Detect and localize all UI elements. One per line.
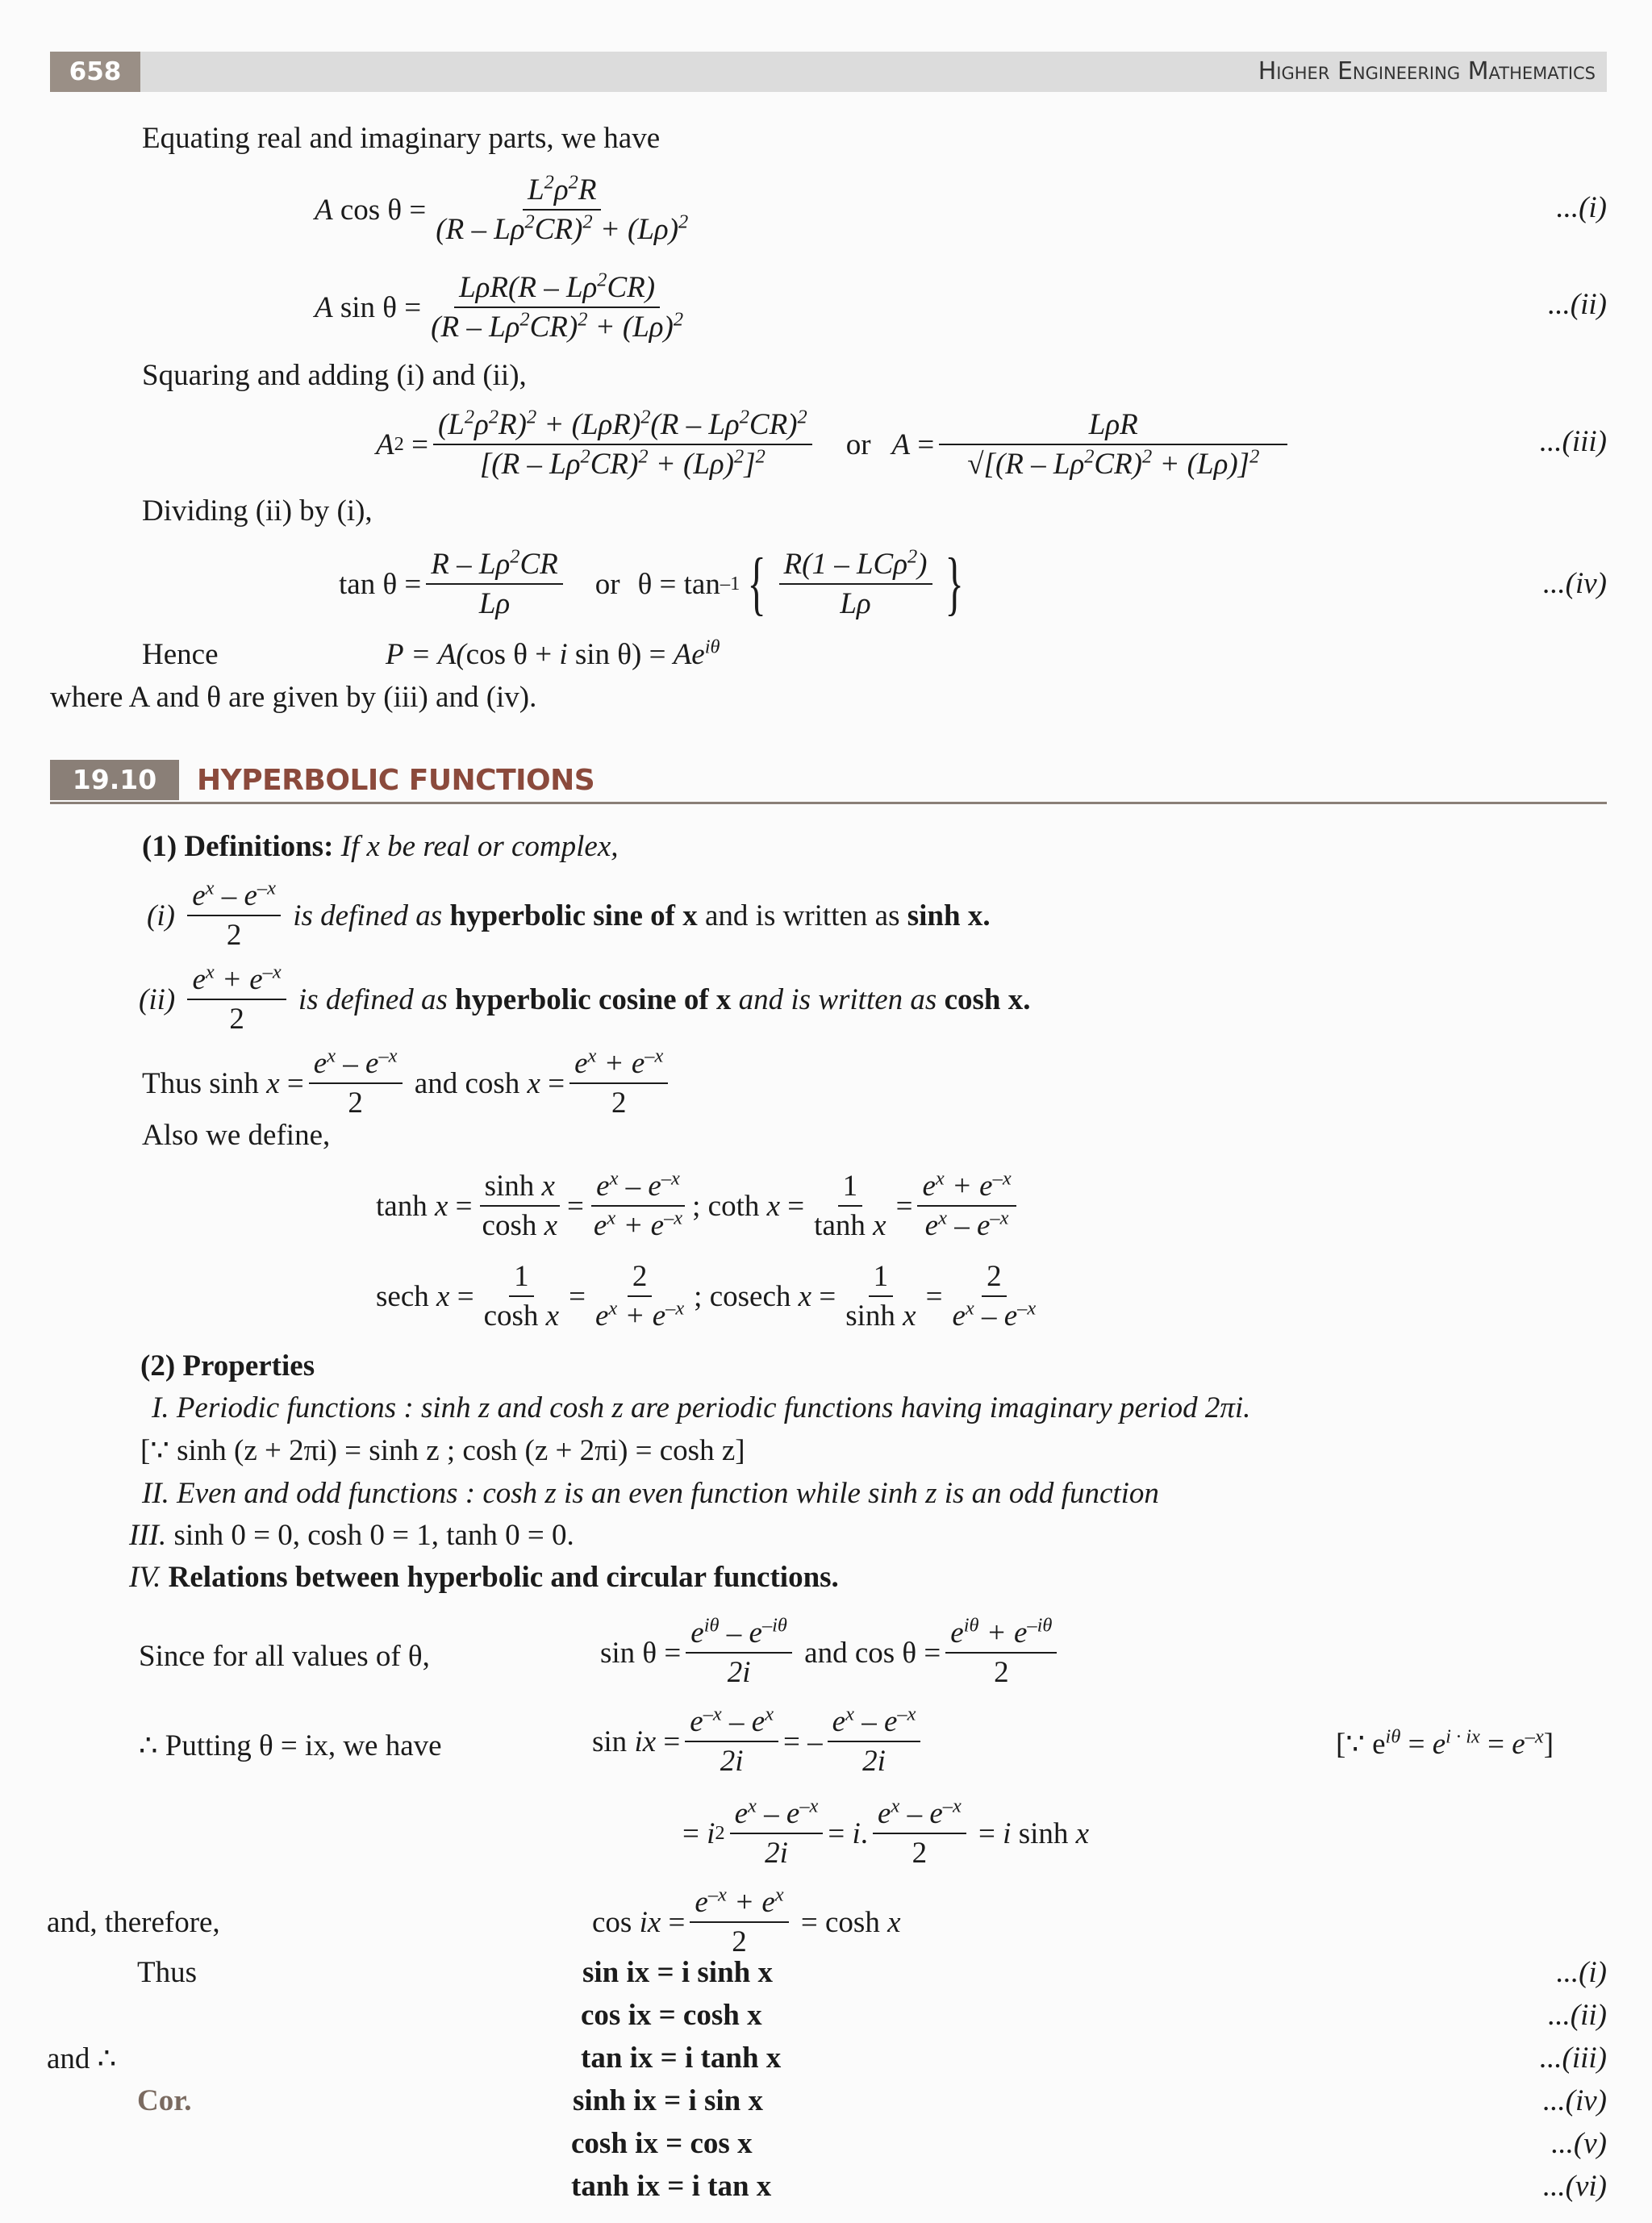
result-label-1: ...(i) [1556, 1956, 1607, 1989]
eqlabel-i: ...(i) [1556, 191, 1607, 224]
equation-sech-cosech: sech x = $\frac{1}{\text{cosh x}}$ = $\frac{2}{e^x + e^{-x}}$ ; cosech x = $\frac{1}{\text{sinh x}}$ = $\frac{2}{e^x - e^{-x}}$ [376, 1259, 1037, 1333]
equation-sin-cos-theta: sin θ = $\frac{e^{i\theta} - e^{-i\theta}}{2i}$ and cos θ = $\frac{e^{i\theta} + e^{-i\theta}}{2}$ [600, 1608, 1062, 1697]
equation-a-sin: A sin θ = $\frac{L\rho R(R - L\rho^2CR)}{(R - L\rho^2CR)^2 + (L\rho)^2}$ [315, 269, 684, 344]
equation-cos-ix: cos ix = $\frac{e^{-x} + e^x}{2}$ = cosh x [592, 1883, 901, 1958]
definitions-intro: If x be real or complex, [340, 830, 619, 863]
note-e-itheta: [∵ $e^{i\theta} = e^{i \cdot ix} = e^{-x}$] [1336, 1725, 1554, 1761]
result-label-3: ...(iii) [1539, 2042, 1607, 2075]
equation-tanh-coth: tanh x = $\frac{\text{sinh x}}{\text{cosh x}}$ = $\frac{e^x - e^{-x}}{e^x + e^{-x}}$ ; coth x = $\frac{1}{\text{tanh x}}$ = $\frac{e^x + e^{-x}}{e^x - e^{-x}}$ [376, 1162, 1021, 1250]
text-since: Since for all values of θ, [139, 1640, 430, 1673]
section-title: HYPERBOLIC FUNCTIONS [197, 764, 595, 797]
thus-sinh-cosh: Thus sinh x = $\frac{e^x - e^{-x}}{2}$ and cosh x = $\frac{e^x + e^{-x}}{2}$ [142, 1039, 673, 1128]
section-number: 19.10 [50, 760, 179, 800]
text-and-therefore: and ∴ [47, 2042, 117, 2075]
def-ii-bold: hyperbolic cosine of x [455, 982, 732, 1016]
properties-heading: (2) Properties [140, 1349, 315, 1383]
eqlabel-iv: ...(iv) [1542, 567, 1607, 600]
thus-label: Thus [142, 1066, 202, 1100]
page-number: 658 [50, 52, 140, 92]
result-5: cosh ix = cos x [571, 2127, 753, 2160]
equation-sin-ix-cont: = i 2 $\frac{e^x - e^{-x}}{2i}$ = i . $\frac{e^x - e^{-x}}{2}$ = i sinh x [682, 1795, 1090, 1870]
eqlabel-iii: ...(iii) [1539, 425, 1607, 458]
result-4: sinh ix = i sin x [573, 2084, 763, 2117]
equation-tan-theta: tan θ = $\frac{R - L\rho^2CR}{L\rho}$ or θ = tan –1 { $\frac{R(1 - LC\rho^2)}{L\rho}$ } [339, 544, 964, 623]
running-title: Higher Engineering Mathematics [1258, 57, 1596, 86]
text-hence: Hence [142, 638, 219, 671]
equation-p: P = A(cos θ + i $\sin \theta) = Ae^{i\theta}$ [386, 636, 720, 671]
definition-sinh: (i) $\frac{e^x - e^{-x}}{2}$ is defined as hyperbolic sine of x and is written as sinh x. [147, 877, 991, 952]
text-therefore: and, therefore, [47, 1906, 220, 1939]
text-putting: ∴ Putting θ = ix, we have [139, 1729, 442, 1762]
result-label-4: ...(iv) [1542, 2084, 1607, 2117]
definitions-line [142, 829, 619, 864]
property-periodic: I. Periodic functions : sinh z and cosh z are periodic functions having imaginary period 2πi. [152, 1391, 1251, 1424]
section-heading [50, 760, 1607, 804]
property-periodic-note: [∵ sinh (z + 2πi) = sinh z ; cosh (z + 2πi) = cosh z] [140, 1434, 745, 1467]
def-ii-tag: (ii) [139, 982, 176, 1016]
property-even-odd: II. Even and odd functions : cosh z is an even function while sinh z is an odd function [142, 1477, 1159, 1510]
definitions-heading: (1) Definitions: [142, 830, 334, 863]
note-prefix: [∵ e [1336, 1728, 1386, 1761]
result-3: tan ix = i tanh x [581, 2042, 782, 2075]
result-6: tanh ix = i tan x [571, 2170, 772, 2203]
p4-tag: IV. [129, 1561, 161, 1594]
equation-sin-ix: sin ix = $\frac{e^{-x} - e^x}{2i}$ = – $\frac{e^x - e^{-x}}{2i}$ [592, 1697, 925, 1786]
text-equating: Equating real and imaginary parts, we have [142, 122, 661, 155]
equation-a-squared: A 2 = $\frac{(L^2\rho^2R)^2 + (L\rho R)^2(R - L\rho^2CR)^2}{[(R - L\rho^2CR)^2 + (L\rho)^2]^2}$ or A = $\frac{\text{LρR}}{√[(R - L\rho^2CR)^2 + (L\rho)]^2}$ [376, 400, 1292, 489]
property-relations [129, 1560, 839, 1595]
result-label-6: ...(vi) [1542, 2170, 1607, 2203]
text-squaring: Squaring and adding (i) and (ii), [142, 359, 527, 392]
result-label-5: ...(v) [1551, 2127, 1607, 2160]
definition-cosh: (ii) $\frac{e^x + e^{-x}}{2}$ is defined as hyperbolic cosine of x and is written as cosh x. [139, 961, 1031, 1036]
page-header [50, 52, 1607, 92]
p3-text: sinh 0 = 0, cosh 0 = 1, tanh 0 = 0. [173, 1519, 574, 1552]
p4-text: Relations between hyperbolic and circular functions. [168, 1561, 839, 1594]
result-1: sin ix = i sinh x [582, 1956, 773, 1989]
def-i-tag: (i) [147, 899, 175, 932]
text-thus: Thus [137, 1956, 197, 1989]
equation-a-cos: A cos θ = $\frac{L^2\rho^2R}{(R - L\rho^2CR)^2 + (L\rho)^2}$ [315, 171, 689, 246]
text-also-define: Also we define, [142, 1119, 331, 1152]
property-values-at-zero [129, 1518, 574, 1553]
text-dividing: Dividing (ii) by (i), [142, 494, 373, 528]
def-i-bold: hyperbolic sine of x [449, 899, 698, 932]
def-i-text-a: is defined as [293, 899, 443, 932]
def-ii-text-b: and is written as [738, 982, 937, 1016]
result-2: cos ix = cosh x [581, 1999, 762, 2032]
text-cor: Cor. [137, 2084, 192, 2117]
p3-tag: III. [129, 1519, 167, 1552]
def-i-name: sinh x. [907, 899, 991, 932]
text-where: where A and θ are given by (iii) and (iv). [50, 681, 537, 714]
eqlabel-ii: ...(ii) [1548, 288, 1607, 321]
result-label-2: ...(ii) [1548, 1999, 1607, 2032]
def-ii-name: cosh x. [944, 982, 1031, 1016]
def-i-text-b: and is written as [705, 899, 900, 932]
def-ii-text-a: is defined as [298, 982, 448, 1016]
